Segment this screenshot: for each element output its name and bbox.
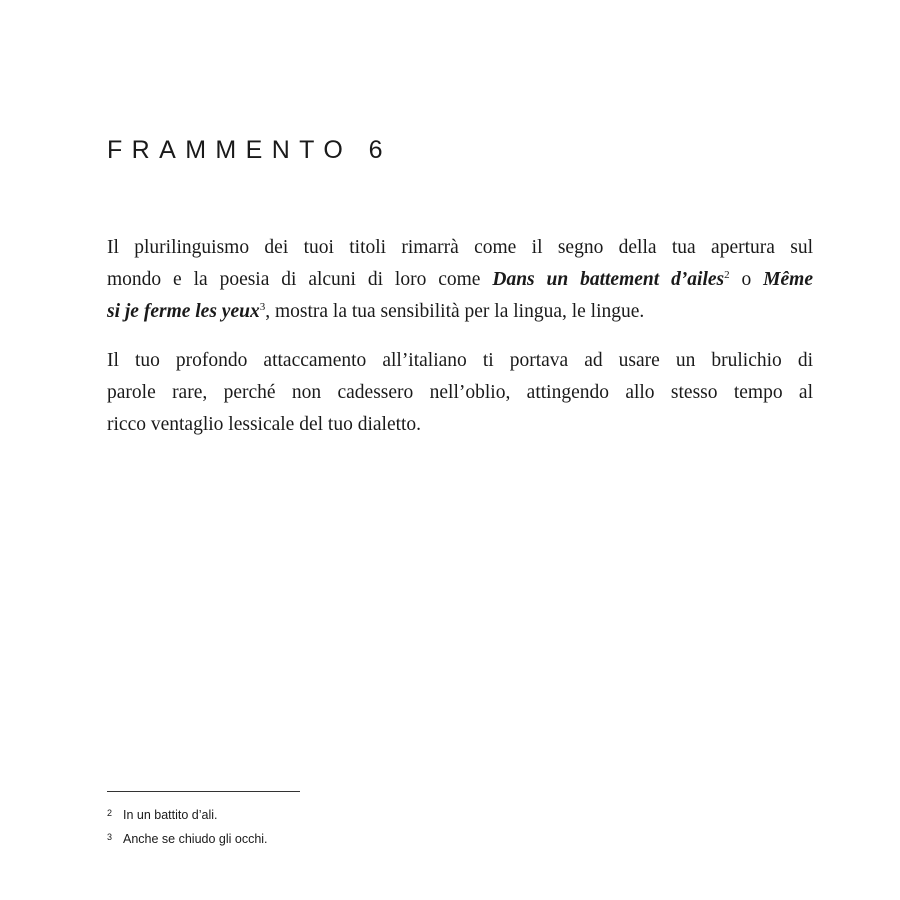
paragraph-1 xyxy=(107,232,813,328)
paragraph-1-line-3 xyxy=(107,296,813,328)
paragraph-1-text-before-titles: mondo e la poesia di alcuni di loro come xyxy=(107,269,493,290)
paragraph-2-line-1: Il tuo profondo attaccamento all’italiano ti portava ad usare un brulichio di xyxy=(107,350,813,371)
body-text xyxy=(107,232,813,458)
footnote-text: Anche se chiudo gli occhi. xyxy=(123,832,268,846)
footnote-ref-2: 2 xyxy=(724,269,730,281)
footnote-2 xyxy=(107,802,268,826)
footnotes xyxy=(107,802,268,850)
paragraph-2-line-3: ricco ventaglio lessicale del tuo dialetto. xyxy=(107,414,422,435)
footnote-3 xyxy=(107,826,268,850)
paragraph-1-line-1: Il plurilinguismo dei tuoi titoli rimarrà come il segno della tua apertura sul xyxy=(107,237,813,258)
paragraph-1-line-2 xyxy=(107,264,813,296)
footnote-number: 3 xyxy=(107,832,113,842)
title-meme-part-2: si je ferme les yeux xyxy=(107,301,260,322)
title-connector: o xyxy=(729,269,764,290)
paragraph-2 xyxy=(107,345,813,441)
footnote-divider xyxy=(107,791,300,792)
footnote-number: 2 xyxy=(107,808,113,818)
title-dans-un-battement: Dans un battement d’ailes xyxy=(492,269,725,290)
title-meme-part-1: Même xyxy=(763,269,813,290)
paragraph-2-line-2: parole rare, perché non cadessero nell’oblio, attingendo allo stesso tempo al xyxy=(107,382,813,403)
footnote-text: In un battito d’ali. xyxy=(123,808,218,822)
paragraph-1-text-after-titles: , mostra la tua sensibilità per la lingua, le lingue. xyxy=(265,301,645,322)
footnote-ref-3: 3 xyxy=(259,301,266,313)
fragment-heading: FRAMMENTO 6 xyxy=(107,136,392,164)
